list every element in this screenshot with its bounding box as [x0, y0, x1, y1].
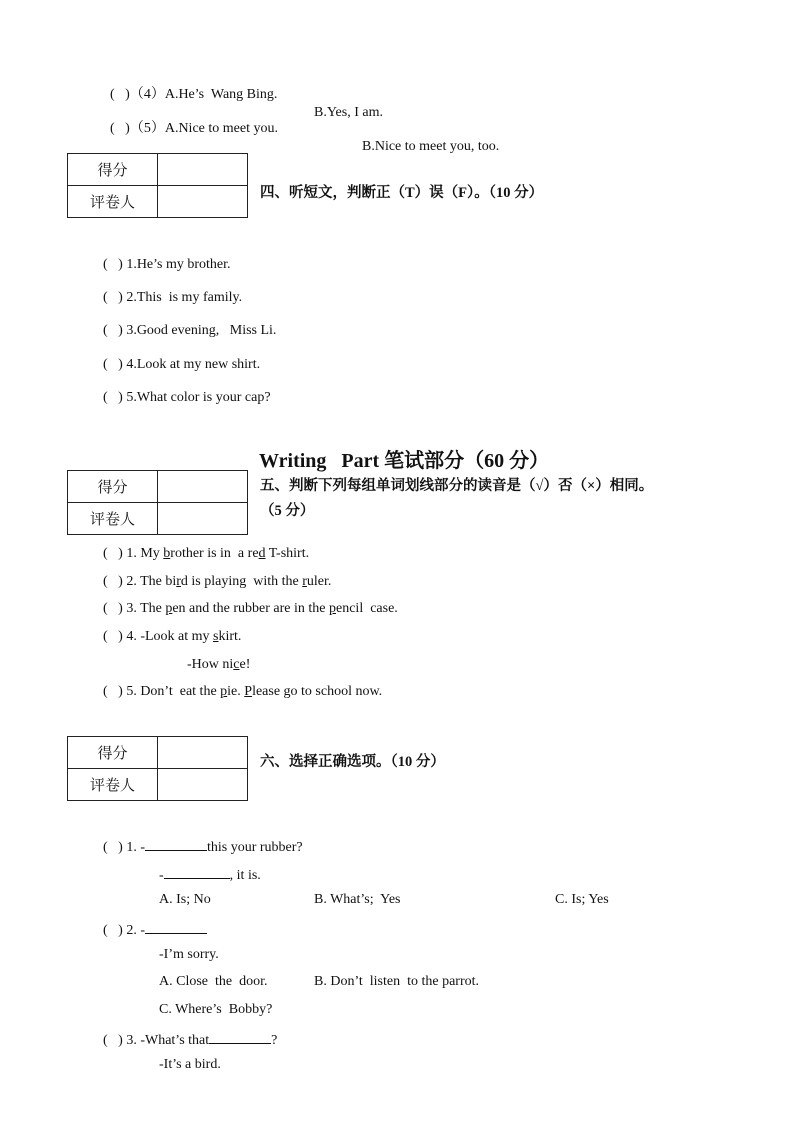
grader-label: 评卷人 — [68, 769, 158, 801]
option-b: B.Nice to meet you, too. — [362, 139, 500, 154]
answer-paren: ( ) — [110, 87, 130, 102]
text: ( ) 5. Don’t eat the — [103, 684, 221, 699]
score-cell — [158, 471, 248, 503]
text: ( ) 1. My — [103, 546, 164, 561]
text: ( ) 2. The bi — [103, 574, 177, 589]
text: ( ) 3. -What’s that — [103, 1033, 210, 1048]
section6-q2-reply: -I’m sorry. — [159, 947, 219, 962]
section6-q3 — [103, 1029, 277, 1050]
score-label: 得分 — [68, 154, 158, 186]
score-cell — [158, 737, 248, 769]
section5-q4 — [103, 628, 241, 646]
score-label: 得分 — [68, 737, 158, 769]
answer-blank[interactable] — [209, 1029, 271, 1044]
text: T-shirt. — [265, 546, 310, 561]
section6-q2-opt-c: C. Where’s Bobby? — [159, 1002, 273, 1017]
text: ( ) 4. -Look at my — [103, 629, 214, 644]
score-box — [67, 470, 248, 535]
score-label: 得分 — [68, 471, 158, 503]
score-box — [67, 153, 248, 218]
answer-blank[interactable] — [145, 919, 207, 934]
underlined-letter: s — [213, 629, 219, 644]
section4-item: ( ) 3.Good evening, Miss Li. — [103, 323, 277, 338]
section6-q1-opt-a: A. Is; No — [159, 892, 211, 907]
answer-blank[interactable] — [145, 836, 207, 851]
grader-cell — [158, 503, 248, 535]
section5-q4-reply — [187, 656, 250, 674]
underlined-letter: b — [163, 546, 171, 561]
answer-paren: ( ) — [110, 121, 130, 136]
item-number: （4） — [129, 87, 165, 102]
option-b: B.Yes, I am. — [314, 105, 383, 120]
text: -How ni — [187, 657, 234, 672]
section6-q1 — [103, 836, 303, 857]
option-a: A.Nice to meet you. — [164, 121, 278, 136]
text: ( ) 2. - — [103, 923, 145, 938]
text: lease go to school now. — [252, 684, 383, 699]
section6-q2-opt-a: A. Close the door. — [159, 974, 268, 989]
grader-label: 评卷人 — [68, 503, 158, 535]
underlined-letter: P — [244, 684, 253, 699]
section4-item: ( ) 5.What color is your cap? — [103, 390, 271, 405]
section5-q1 — [103, 545, 309, 563]
score-cell — [158, 154, 248, 186]
option-a: A.He’s Wang Bing. — [164, 87, 278, 102]
text: d is playing with the — [180, 574, 303, 589]
text: ( ) 3. The — [103, 601, 166, 616]
text: uler. — [306, 574, 332, 589]
underlined-letter: c — [233, 657, 240, 672]
section6-heading: 六、选择正确选项。（10 分） — [260, 754, 445, 770]
text: ie. — [227, 684, 245, 699]
underlined-letter: d — [258, 546, 266, 561]
underlined-letter: r — [176, 574, 181, 589]
text: ? — [271, 1033, 278, 1048]
text: rother is in a re — [170, 546, 259, 561]
section6-q1-opt-b: B. What’s; Yes — [314, 892, 401, 907]
grader-label: 评卷人 — [68, 186, 158, 218]
section4-item: ( ) 2.This is my family. — [103, 290, 243, 305]
text: , it is. — [229, 868, 261, 883]
text: en and the rubber are in the — [172, 601, 329, 616]
underlined-letter: p — [329, 601, 336, 616]
text: encil case. — [336, 601, 398, 616]
section6-q1-opt-c: C. Is; Yes — [555, 892, 609, 907]
section5-heading: 五、判断下列每组单词划线部分的读音是（√）否（×）相同。 — [260, 478, 654, 494]
underlined-letter: p — [220, 684, 228, 699]
section6-q2 — [103, 919, 207, 940]
section4-heading: 四、听短文，判断正（T）误（F）。（10 分） — [260, 185, 544, 201]
underlined-letter: r — [302, 574, 307, 589]
section5-heading-cont: （5 分） — [260, 503, 315, 519]
section6-q1-reply: - , it is. — [159, 864, 261, 885]
section4-item: ( ) 4.Look at my new shirt. — [103, 357, 261, 372]
section5-q5 — [103, 683, 382, 701]
section6-q3-reply: -It’s a bird. — [159, 1057, 221, 1072]
answer-blank[interactable] — [164, 864, 230, 879]
score-box — [67, 736, 248, 801]
section6-q2-opt-b: B. Don’t listen to the parrot. — [314, 974, 479, 989]
text: e! — [239, 657, 251, 672]
text: this your rubber? — [207, 840, 303, 855]
text: kirt. — [218, 629, 242, 644]
section5-q3 — [103, 600, 398, 618]
text: ( ) 1. - — [103, 840, 145, 855]
section5-q2 — [103, 573, 331, 591]
grader-cell — [158, 186, 248, 218]
writing-part-title: Writing Part 笔试部分（60 分） — [259, 450, 550, 472]
grader-cell — [158, 769, 248, 801]
section4-item: ( ) 1.He’s my brother. — [103, 257, 231, 272]
underlined-letter: p — [165, 601, 173, 616]
item-number: （5） — [129, 121, 165, 136]
